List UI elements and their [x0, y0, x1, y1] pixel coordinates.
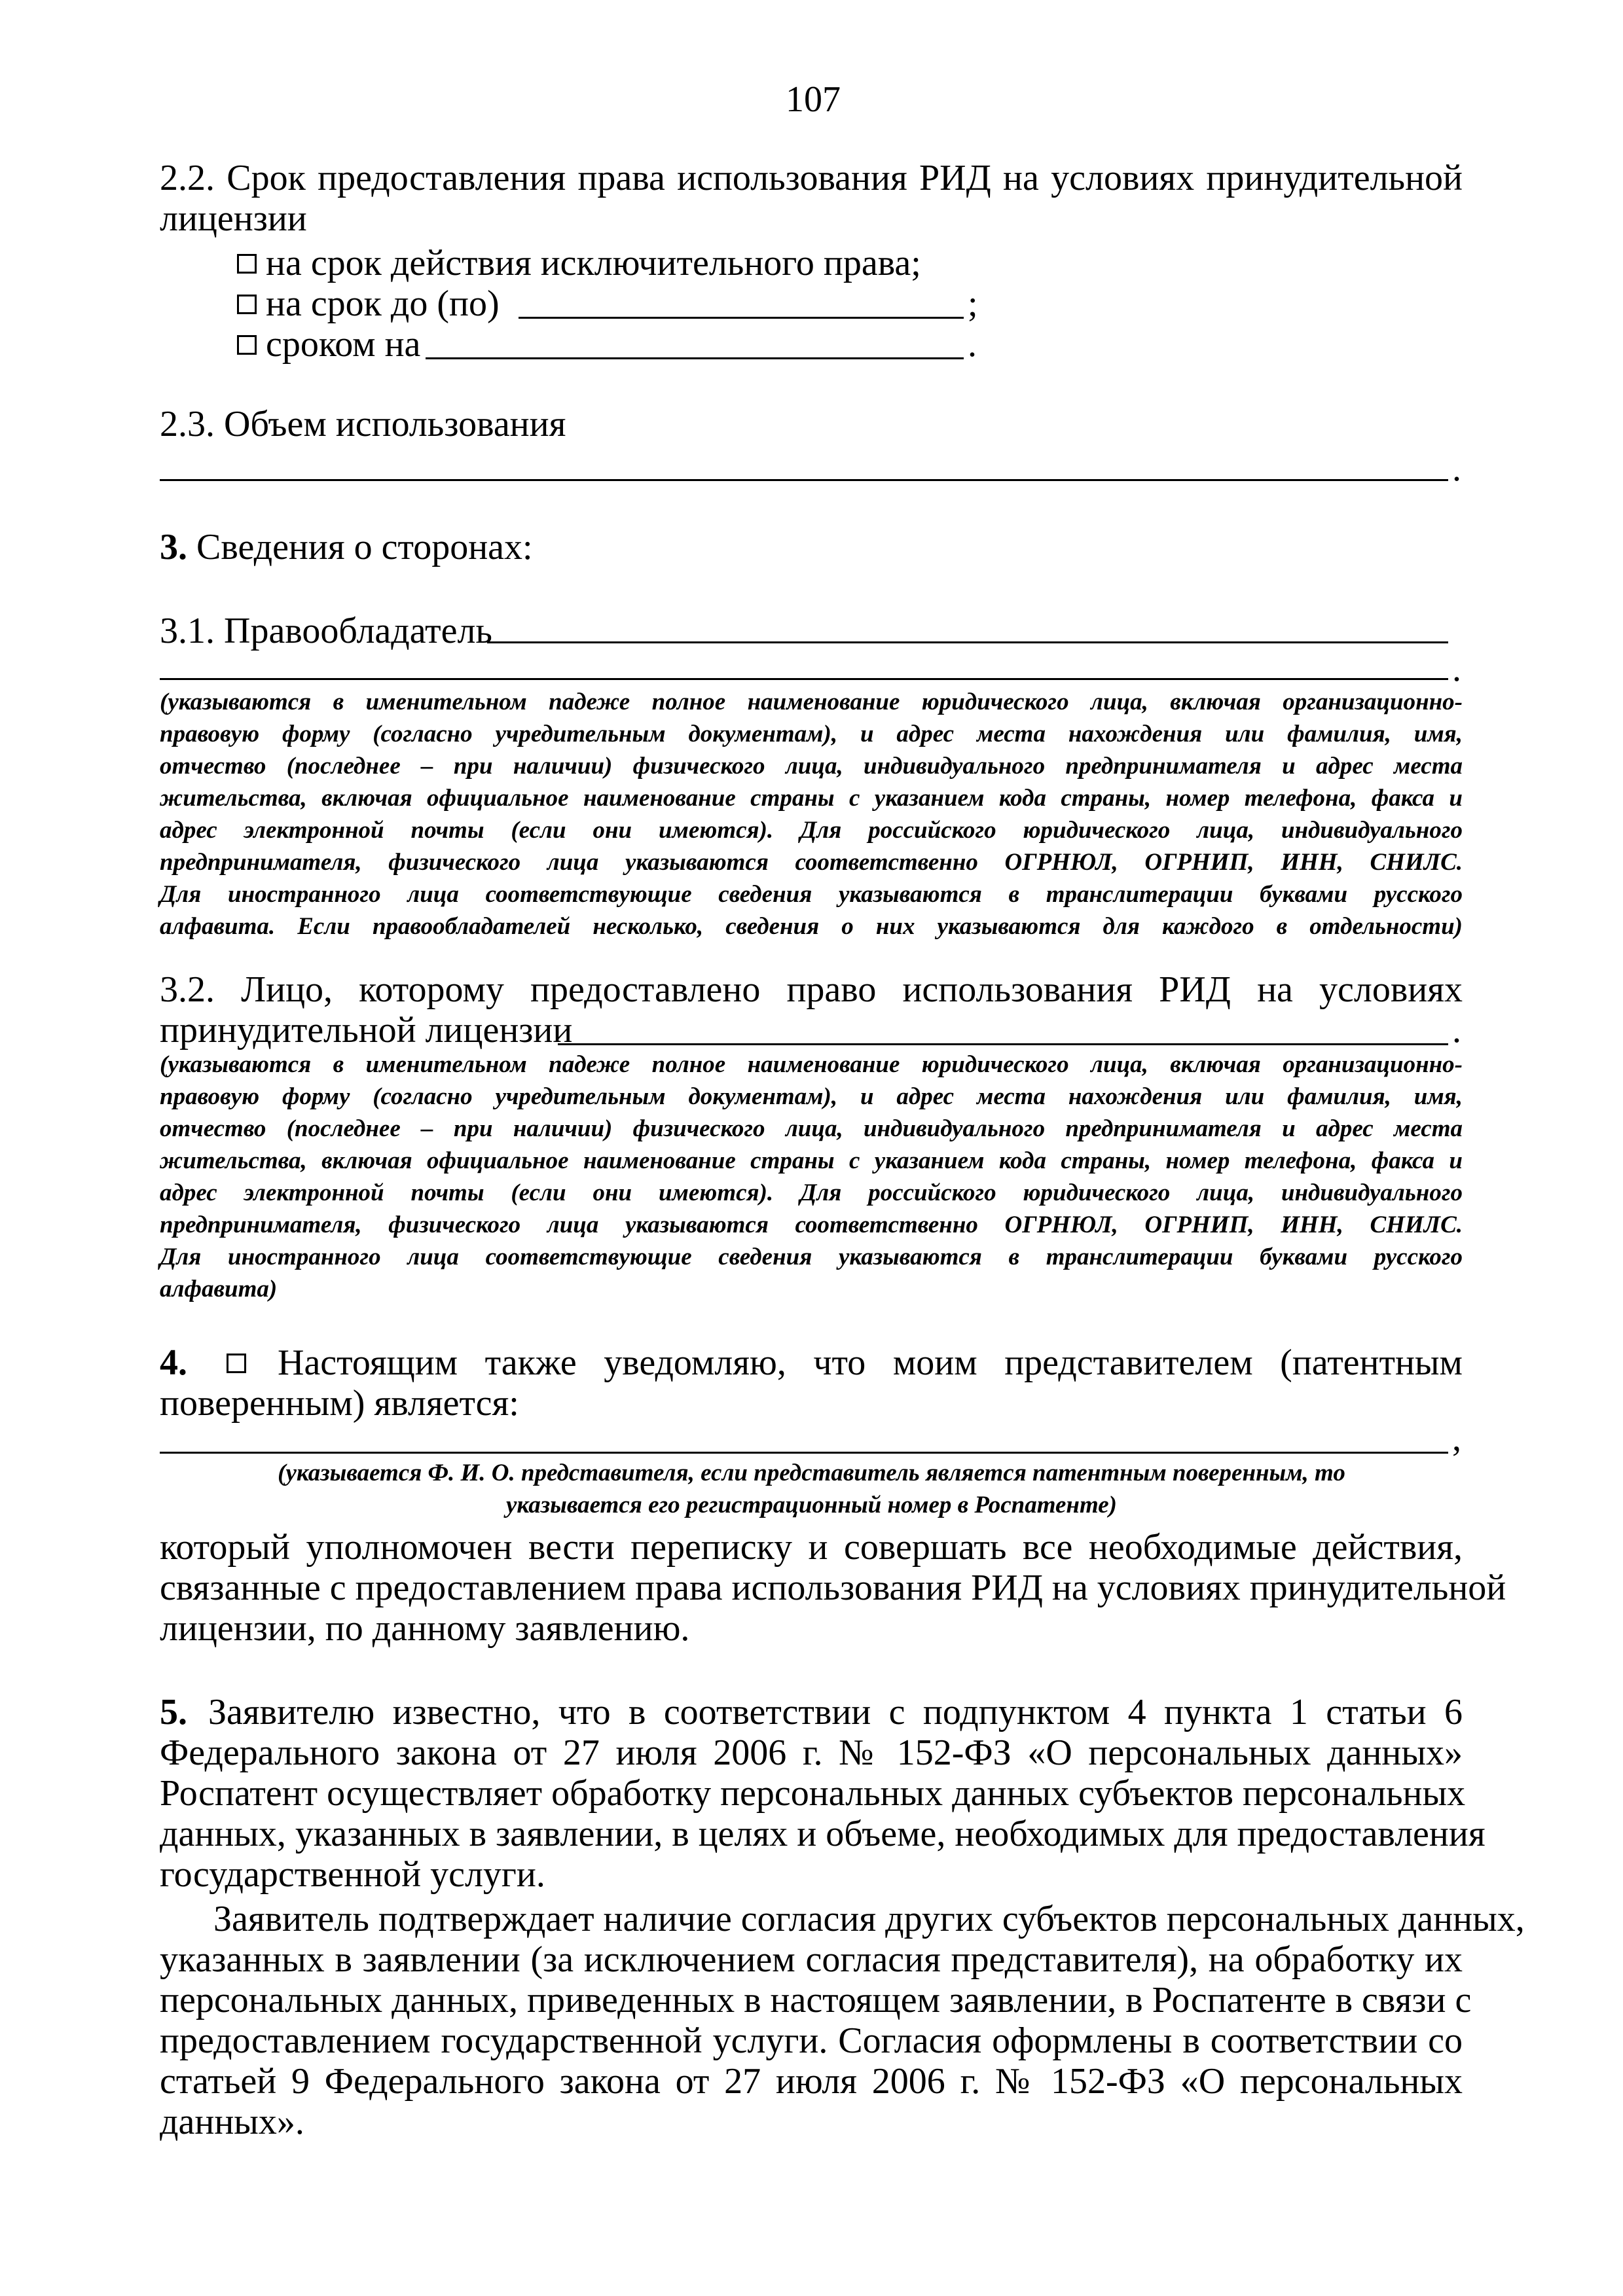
s31-note-1: (указываются в именительном падеже полное наименование юридического лица, включая организационно-	[160, 689, 1463, 715]
s4-num: 4.	[160, 1342, 187, 1383]
s5-p1-3: Роспатент осуществляет обработку персональных данных субъектов персональных	[160, 1773, 1466, 1814]
s22-option-term-label: на срок действия исключительного права;	[266, 243, 921, 283]
field-rightholder-line1[interactable]	[487, 641, 1448, 643]
s22-option-until	[237, 283, 500, 325]
s32-note-1: (указываются в именительном падеже полное наименование юридического лица, включая организационно-	[160, 1051, 1463, 1078]
s5-p2-4: предоставлением государственной услуги. Согласия оформлены в соответствии со	[160, 2020, 1463, 2061]
s31-note-3: отчество (последнее – при наличии) физического лица, индивидуального предпринимателя и адрес места	[160, 753, 1463, 780]
s31-note-6: предпринимателя, физического лица указываются соответственно ОГРНЮЛ, ОГРНИП, ИНН, СНИЛС.	[160, 849, 1463, 876]
field-representative[interactable]	[160, 1452, 1448, 1454]
s22-option-for-label: сроком на	[266, 324, 421, 365]
s31-note-4: жительства, включая официальное наименование страны с указанием кода страны, номер телефона, факса и	[160, 785, 1463, 812]
s5-p1-1: Заявителю известно, что в соответствии с подпунктом 4 пункта 1 статьи 6	[208, 1692, 1463, 1732]
field-term-for[interactable]	[426, 357, 964, 359]
s5-p2-5: статьей 9 Федерального закона от 27 июля 2006 г. № 152-ФЗ «О персональных	[160, 2061, 1463, 2102]
checkbox-representative[interactable]	[227, 1354, 246, 1373]
s32-note-8: алфавита)	[160, 1276, 278, 1302]
s32-note-4: жительства, включая официальное наименование страны с указанием кода страны, номер телефона, факса и	[160, 1147, 1463, 1174]
s4-line2: поверенным) является:	[160, 1383, 519, 1424]
field-term-until[interactable]	[519, 317, 964, 319]
page-number: 107	[786, 79, 841, 120]
s22-title-line2: лицензии	[160, 198, 307, 239]
s5-p1-4: данных, указанных в заявлении, в целях и объеме, необходимых для предоставления	[160, 1814, 1486, 1854]
s31-label: 3.1. Правообладатель	[160, 611, 492, 651]
checkbox-term-for[interactable]	[237, 335, 257, 355]
s31-note-8: алфавита. Если правообладателей несколько, сведения о них указываются для каждого в отдельности)	[160, 913, 1463, 940]
s23-end: .	[1452, 448, 1461, 489]
s4-body-2: связанные с предоставлением права использования РИД на условиях принудительной	[160, 1568, 1506, 1608]
s32-note-2: правовую форму (согласно учредительным документам), и адрес места нахождения или фамилия, имя,	[160, 1083, 1463, 1110]
s22-title-line1: 2.2. Срок предоставления права использования РИД на условиях принудительной	[160, 158, 1463, 198]
s32-note-3: отчество (последнее – при наличии) физического лица, индивидуального предпринимателя и адрес места	[160, 1115, 1463, 1142]
s22-option-for	[237, 323, 420, 365]
s3-num: 3.	[160, 527, 187, 567]
s32-note-7: Для иностранного лица соответствующие сведения указываются в транслитерации буквами русского	[160, 1244, 1463, 1270]
s4-body-1: который уполномочен вести переписку и совершать все необходимые действия,	[160, 1527, 1463, 1568]
s4-note-1: (указывается Ф. И. О. представителя, если представитель является патентным поверенным, то	[278, 1460, 1345, 1486]
checkbox-term-exclusive[interactable]	[237, 254, 257, 274]
s32-note-6: предпринимателя, физического лица указываются соответственно ОГРНЮЛ, ОГРНИП, ИНН, СНИЛС.	[160, 1211, 1463, 1238]
s3-title: Сведения о сторонах:	[196, 527, 533, 567]
s5-p1-5: государственной услуги.	[160, 1854, 545, 1895]
s5-p2-1: Заявитель подтверждает наличие согласия других субъектов персональных данных,	[213, 1899, 1525, 1939]
s32-note-5: адрес электронной почты (если они имеются). Для российского юридического лица, индивидуального	[160, 1179, 1463, 1206]
field-licensee[interactable]	[558, 1043, 1448, 1045]
s32-end: .	[1452, 1010, 1461, 1050]
s5-p2-3: персональных данных, приведенных в настоящем заявлении, в Роспатенте в связи с	[160, 1980, 1472, 2020]
s4-body-3: лицензии, по данному заявлению.	[160, 1608, 690, 1649]
s32-line2: принудительной лицензии	[160, 1010, 573, 1050]
s3-heading	[160, 526, 533, 568]
field-rightholder-line2[interactable]	[160, 678, 1448, 680]
s31-note-7: Для иностранного лица соответствующие сведения указываются в транслитерации буквами русского	[160, 881, 1463, 908]
checkbox-term-until[interactable]	[237, 295, 257, 314]
s4-note-2: указывается его регистрационный номер в Роспатенте)	[505, 1492, 1117, 1518]
s22-option-until-label: на срок до (по)	[266, 283, 500, 324]
s22-option-term	[237, 242, 921, 284]
s22-option-for-end: .	[968, 324, 977, 365]
s4-end: ,	[1452, 1418, 1461, 1459]
s5-p2-6: данных».	[160, 2102, 304, 2142]
field-usage-volume[interactable]	[160, 479, 1448, 481]
s32-line1: 3.2. Лицо, которому предоставлено право использования РИД на условиях	[160, 969, 1463, 1010]
s5-num: 5.	[160, 1692, 187, 1732]
s22-option-until-end: ;	[968, 283, 978, 324]
s5-p1-2: Федерального закона от 27 июля 2006 г. № 152-ФЗ «О персональных данных»	[160, 1732, 1463, 1773]
s23-title: 2.3. Объем использования	[160, 404, 566, 444]
s4-line1: Настоящим также уведомляю, что моим представителем (патентным	[278, 1342, 1463, 1383]
s31-note-2: правовую форму (согласно учредительным документам), и адрес места нахождения или фамилия, имя,	[160, 721, 1463, 747]
s31-end: .	[1452, 649, 1461, 689]
s5-p2-2: указанных в заявлении (за исключением согласия представителя), на обработку их	[160, 1939, 1463, 1980]
s31-note-5: адрес электронной почты (если они имеются). Для российского юридического лица, индивидуального	[160, 817, 1463, 844]
